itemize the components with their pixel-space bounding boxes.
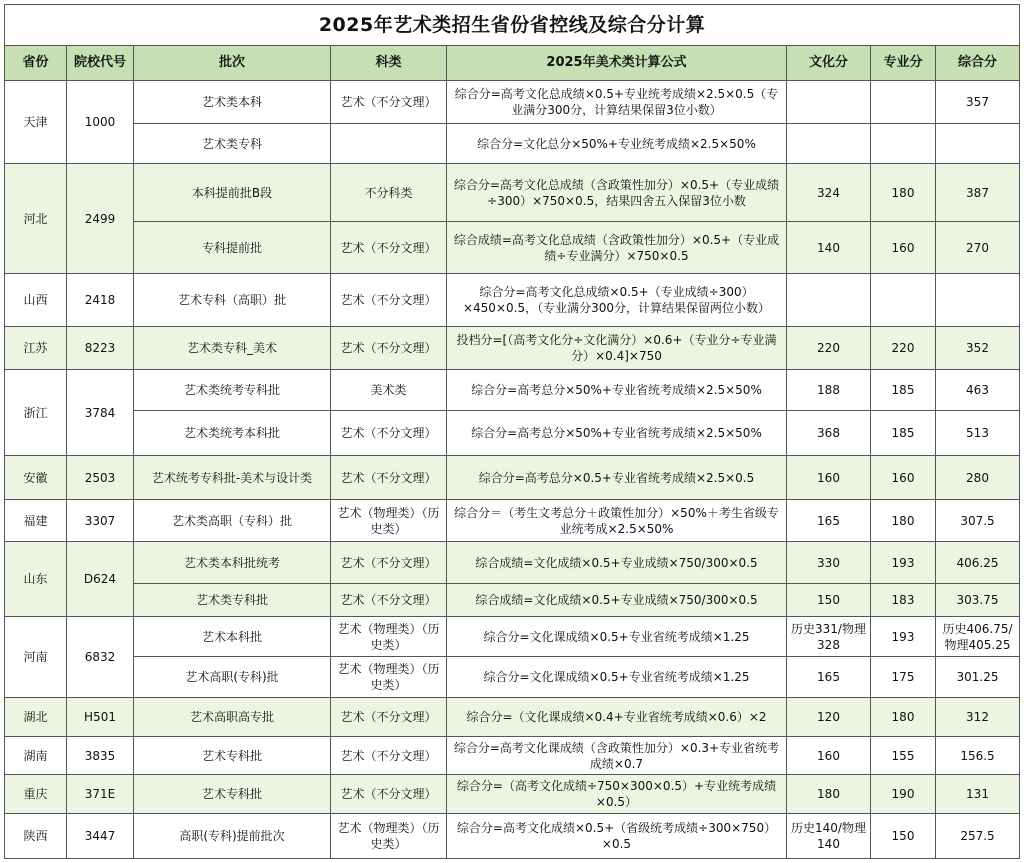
table-row <box>5 657 1020 698</box>
total-score-cell: 406.25 <box>936 542 1020 584</box>
header-province: 省份 <box>5 46 67 81</box>
total-score-cell: 301.25 <box>936 657 1020 698</box>
culture-score-cell: 165 <box>787 500 871 542</box>
culture-score-cell: 188 <box>787 370 871 411</box>
major-score-cell: 180 <box>871 698 936 737</box>
batch-cell: 艺术专科批 <box>134 737 331 775</box>
formula-cell: 综合成绩=文化成绩×0.5+专业成绩×750/300×0.5 <box>447 584 787 617</box>
total-score-cell: 历史406.75/物理405.25 <box>936 617 1020 657</box>
code-cell: 6832 <box>67 617 134 698</box>
province-cell: 陕西 <box>5 814 67 859</box>
batch-cell: 艺术高职高专批 <box>134 698 331 737</box>
category-cell: 艺术（物理类）（历史类） <box>331 617 447 657</box>
header-culture: 文化分 <box>787 46 871 81</box>
total-score-cell: 352 <box>936 327 1020 370</box>
header-row <box>5 46 1020 81</box>
province-cell: 浙江 <box>5 370 67 456</box>
table-row <box>5 617 1020 657</box>
province-cell: 天津 <box>5 81 67 164</box>
total-score-cell: 387 <box>936 164 1020 222</box>
total-score-cell <box>936 274 1020 327</box>
culture-score-cell: 330 <box>787 542 871 584</box>
category-cell: 艺术（物理类）（历史类） <box>331 500 447 542</box>
code-cell: 3307 <box>67 500 134 542</box>
category-cell: 艺术（不分文理） <box>331 775 447 814</box>
batch-cell: 本科提前批B段 <box>134 164 331 222</box>
code-cell: 2418 <box>67 274 134 327</box>
batch-cell: 艺术类本科批统考 <box>134 542 331 584</box>
culture-score-cell: 368 <box>787 411 871 456</box>
major-score-cell: 193 <box>871 542 936 584</box>
table-row <box>5 584 1020 617</box>
major-score-cell: 180 <box>871 500 936 542</box>
culture-score-cell: 150 <box>787 584 871 617</box>
major-score-cell <box>871 81 936 124</box>
score-table-container <box>4 4 1019 859</box>
batch-cell: 艺术类高职（专科）批 <box>134 500 331 542</box>
major-score-cell: 175 <box>871 657 936 698</box>
culture-score-cell: 220 <box>787 327 871 370</box>
major-score-cell: 180 <box>871 164 936 222</box>
table-row <box>5 81 1020 124</box>
formula-cell: 综合分＝（考生文考总分＋政策性加分）×50%＋考生省级专业统考成×2.5×50% <box>447 500 787 542</box>
province-cell: 重庆 <box>5 775 67 814</box>
category-cell: 不分科类 <box>331 164 447 222</box>
major-score-cell: 190 <box>871 775 936 814</box>
total-score-cell: 513 <box>936 411 1020 456</box>
category-cell <box>331 124 447 164</box>
formula-cell: 综合分=（高考文化成绩÷750×300×0.5）+专业统考成绩×0.5） <box>447 775 787 814</box>
culture-score-cell: 历史331/物理328 <box>787 617 871 657</box>
total-score-cell: 312 <box>936 698 1020 737</box>
batch-cell: 艺术专科（高职）批 <box>134 274 331 327</box>
province-cell: 江苏 <box>5 327 67 370</box>
formula-cell: 综合分=高考文化总成绩（含政策性加分）×0.5+（专业成绩÷300）×750×0.5，结果四舍五入保留3位小数 <box>447 164 787 222</box>
table-row <box>5 814 1020 859</box>
table-row <box>5 698 1020 737</box>
code-cell: 8223 <box>67 327 134 370</box>
total-score-cell: 357 <box>936 81 1020 124</box>
batch-cell: 高职(专科)提前批次 <box>134 814 331 859</box>
formula-cell: 综合分=高考总分×50%+专业省统考成绩×2.5×50% <box>447 411 787 456</box>
culture-score-cell: 180 <box>787 775 871 814</box>
culture-score-cell: 160 <box>787 737 871 775</box>
province-cell: 安徽 <box>5 456 67 500</box>
total-score-cell: 270 <box>936 222 1020 274</box>
formula-cell: 综合分=文化课成绩×0.5+专业省统考成绩×1.25 <box>447 657 787 698</box>
total-score-cell: 257.5 <box>936 814 1020 859</box>
category-cell: 艺术（不分文理） <box>331 698 447 737</box>
header-major: 专业分 <box>871 46 936 81</box>
total-score-cell: 303.75 <box>936 584 1020 617</box>
batch-cell: 艺术类本科 <box>134 81 331 124</box>
category-cell: 艺术（不分文理） <box>331 411 447 456</box>
batch-cell: 艺术类专科_美术 <box>134 327 331 370</box>
culture-score-cell: 历史140/物理140 <box>787 814 871 859</box>
category-cell: 艺术（不分文理） <box>331 274 447 327</box>
category-cell: 美术类 <box>331 370 447 411</box>
major-score-cell <box>871 124 936 164</box>
province-cell: 山西 <box>5 274 67 327</box>
table-row <box>5 500 1020 542</box>
batch-cell: 艺术类专科 <box>134 124 331 164</box>
table-row <box>5 164 1020 222</box>
table-body <box>5 81 1020 859</box>
batch-cell: 艺术高职(专科)批 <box>134 657 331 698</box>
total-score-cell: 156.5 <box>936 737 1020 775</box>
score-table <box>4 4 1020 859</box>
culture-score-cell <box>787 81 871 124</box>
major-score-cell: 193 <box>871 617 936 657</box>
province-cell: 湖南 <box>5 737 67 775</box>
batch-cell: 艺术类专科批 <box>134 584 331 617</box>
total-score-cell: 307.5 <box>936 500 1020 542</box>
table-row <box>5 370 1020 411</box>
total-score-cell: 280 <box>936 456 1020 500</box>
formula-cell: 综合分=高考总分×0.5+专业省统考成绩×2.5×0.5 <box>447 456 787 500</box>
culture-score-cell: 140 <box>787 222 871 274</box>
code-cell: H501 <box>67 698 134 737</box>
header-code: 院校代号 <box>67 46 134 81</box>
total-score-cell: 463 <box>936 370 1020 411</box>
formula-cell: 综合成绩=高考文化总成绩（含政策性加分）×0.5+（专业成绩÷专业满分）×750×0.5 <box>447 222 787 274</box>
category-cell: 艺术（不分文理） <box>331 222 447 274</box>
category-cell: 艺术（不分文理） <box>331 542 447 584</box>
header-total: 综合分 <box>936 46 1020 81</box>
formula-cell: 综合分=文化课成绩×0.5+专业省统考成绩×1.25 <box>447 617 787 657</box>
table-row <box>5 411 1020 456</box>
province-cell: 福建 <box>5 500 67 542</box>
category-cell: 艺术（物理类）（历史类） <box>331 657 447 698</box>
formula-cell: 综合成绩=文化成绩×0.5+专业成绩×750/300×0.5 <box>447 542 787 584</box>
province-cell: 山东 <box>5 542 67 617</box>
table-row <box>5 274 1020 327</box>
code-cell: 3784 <box>67 370 134 456</box>
table-row <box>5 222 1020 274</box>
category-cell: 艺术（物理类）（历史类） <box>331 814 447 859</box>
category-cell: 艺术（不分文理） <box>331 584 447 617</box>
code-cell: 3835 <box>67 737 134 775</box>
batch-cell: 专科提前批 <box>134 222 331 274</box>
code-cell: 2503 <box>67 456 134 500</box>
category-cell: 艺术（不分文理） <box>331 81 447 124</box>
major-score-cell: 183 <box>871 584 936 617</box>
province-cell: 河北 <box>5 164 67 274</box>
table-row <box>5 456 1020 500</box>
formula-cell: 综合分=文化总分×50%+专业统考成绩×2.5×50% <box>447 124 787 164</box>
code-cell: 1000 <box>67 81 134 164</box>
table-title: 2025年艺术类招生省份省控线及综合分计算 <box>5 5 1020 46</box>
category-cell: 艺术（不分文理） <box>331 737 447 775</box>
culture-score-cell <box>787 124 871 164</box>
table-row <box>5 327 1020 370</box>
formula-cell: 综合分=（文化课成绩×0.4+专业省统考成绩×0.6）×2 <box>447 698 787 737</box>
category-cell: 艺术（不分文理） <box>331 327 447 370</box>
header-formula: 2025年美术类计算公式 <box>447 46 787 81</box>
major-score-cell <box>871 274 936 327</box>
formula-cell: 综合分=高考文化总成绩×0.5+专业统考成绩×2.5×0.5（专业满分300分，计算结果保留3位小数） <box>447 81 787 124</box>
province-cell: 湖北 <box>5 698 67 737</box>
batch-cell: 艺术类统考本科批 <box>134 411 331 456</box>
major-score-cell: 155 <box>871 737 936 775</box>
formula-cell: 综合分=高考文化总成绩×0.5+（专业成绩÷300）×450×0.5，（专业满分300分，计算结果保留两位小数） <box>447 274 787 327</box>
header-batch: 批次 <box>134 46 331 81</box>
formula-cell: 投档分=[（高考文化分÷文化满分）×0.6+（专业分÷专业满分）×0.4]×750 <box>447 327 787 370</box>
batch-cell: 艺术类统考专科批 <box>134 370 331 411</box>
batch-cell: 艺术统考专科批-美术与设计类 <box>134 456 331 500</box>
culture-score-cell: 160 <box>787 456 871 500</box>
major-score-cell: 160 <box>871 456 936 500</box>
major-score-cell: 160 <box>871 222 936 274</box>
table-row <box>5 542 1020 584</box>
code-cell: D624 <box>67 542 134 617</box>
culture-score-cell <box>787 274 871 327</box>
category-cell: 艺术（不分文理） <box>331 456 447 500</box>
culture-score-cell: 120 <box>787 698 871 737</box>
code-cell: 3447 <box>67 814 134 859</box>
table-row <box>5 737 1020 775</box>
total-score-cell <box>936 124 1020 164</box>
code-cell: 371E <box>67 775 134 814</box>
header-category: 科类 <box>331 46 447 81</box>
culture-score-cell: 165 <box>787 657 871 698</box>
total-score-cell: 131 <box>936 775 1020 814</box>
formula-cell: 综合分=高考总分×50%+专业省统考成绩×2.5×50% <box>447 370 787 411</box>
major-score-cell: 150 <box>871 814 936 859</box>
major-score-cell: 185 <box>871 411 936 456</box>
batch-cell: 艺术专科批 <box>134 775 331 814</box>
table-row <box>5 124 1020 164</box>
batch-cell: 艺术本科批 <box>134 617 331 657</box>
province-cell: 河南 <box>5 617 67 698</box>
formula-cell: 综合分=高考文化成绩×0.5+（省级统考成绩÷300×750）×0.5 <box>447 814 787 859</box>
code-cell: 2499 <box>67 164 134 274</box>
culture-score-cell: 324 <box>787 164 871 222</box>
table-row <box>5 775 1020 814</box>
major-score-cell: 185 <box>871 370 936 411</box>
formula-cell: 综合分=高考文化课成绩（含政策性加分）×0.3+专业省统考成绩×0.7 <box>447 737 787 775</box>
major-score-cell: 220 <box>871 327 936 370</box>
